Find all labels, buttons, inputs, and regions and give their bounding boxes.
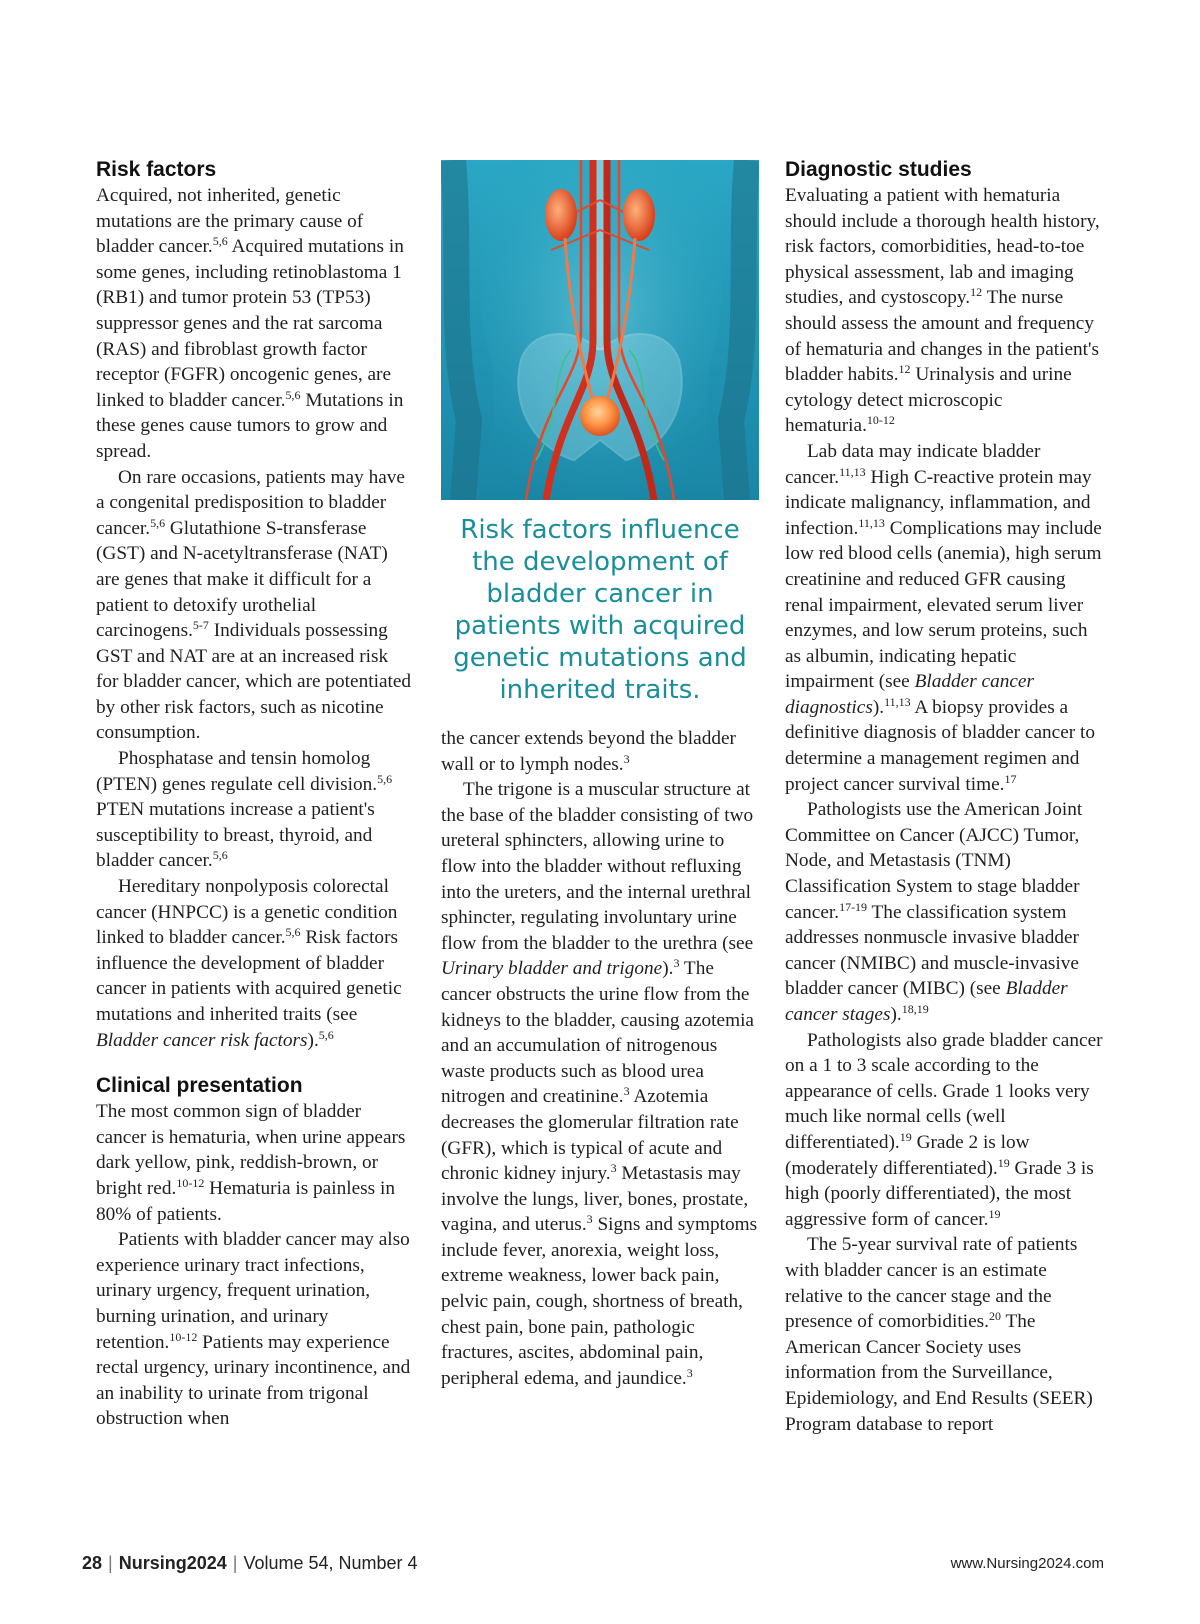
trigone-paragraph: The trigone is a muscular structure at the base of the bladder consisting of two ureteral sphincters, allowing urine to flow into the bladder without refluxing into the ureters, and the internal urethral sphincter, regulating involuntary urine flow from the bladder to the urethra (see Urinary bladder and trigone).$^3$ The cancer obstructs the urine flow from the kidneys to the bladder, causing azotemia and an accumulation of nitrogenous waste products such as blood urea nitrogen and creatinine.$^3$ Azotemia decreases the glomerular filtration rate (GFR), which is typical of acute and chronic kidney injury.$^3$ Metastasis may involve the lungs, liver, bones, prostate, vagina, and uterus.$^3$ Signs and symptoms include fever, anorexia, weight loss, extreme weakness, lower back pain, pelvic pain, cough, shortness of breath, chest pain, bone pain, pathologic fractures, ascites, abdominal pain, peripheral edema, and jaundice.$^3$ [441,779,758,1389]
issue-info: Volume 54, Number 4 [243,1553,418,1573]
page-footer [82,1553,1104,1579]
risk-factors-heading: Risk factors [96,158,217,181]
diagnostic-paragraph-5: The 5-year survival rate of patients with bladder cancer is an estimate relative to the cancer stage and the presence of comorbidities.$^{20}$ The American Cancer Society uses information from the Surveillance, Epidemiology, and End Results (SEER) Program database to report [785,1234,1093,1435]
left-kidney [545,189,577,241]
column-1 [96,157,414,1432]
anatomy-svg [441,160,759,500]
column-2-paragraph-1: the cancer extends beyond the bladder wall or to lymph nodes.$^3$ [441,728,736,775]
right-kidney [623,189,655,241]
trigone-ref: Urinary bladder and trigone [441,958,663,980]
risk-factors-ref: Bladder cancer risk factors [96,1029,308,1051]
page-number: 28 [82,1553,103,1573]
diagnostic-paragraph-1: Evaluating a patient with hematuria should include a thorough health history, risk factors, comorbidities, head-to-toe physical assessment, lab and imaging studies, and cystoscopy.$^{12}$ The nurse should assess the amount and frequency of hematuria and changes in the patient's bladder habits.$^{12}$ Urinalysis and urine cytology detect microscopic hematuria.$^{10-12}$ [785,185,1100,437]
diagnostic-paragraph-4: Pathologists also grade bladder cancer on a 1 to 3 scale according to the appearance of cells. Grade 1 looks very much like normal cells (well differentiated).$^{19}$ Grade 2 is low (moderately differentiated).$^{19}$ Grade 3 is high (poorly differentiated), the most aggressive form of cancer.$^{19}$ [785,1029,1103,1230]
diagnostics-ref: Bladder cancer diagnostics [785,671,1034,718]
diagnostic-studies-heading: Diagnostic studies [785,158,972,181]
bladder [580,396,620,436]
stages-ref: Bladder cancer stages [785,978,1068,1025]
magazine-name: Nursing2024 [118,1553,227,1573]
footer-url: www.Nursing2024.com [950,1555,1104,1572]
risk-factors-paragraph-2: On rare occasions, patients may have a congenital predisposition to bladder cancer.$^{5,6}$ Glutathione S-transferase (GST) and N-acetyltransferase (NAT) are genes that make it difficult for a patient to detoxify urothelial carcinogens.$^{5-7}$ Individuals possessing GST and NAT are at an increased risk for bladder cancer, which are potentiated by other risk factors, such as nicotine consumption. [96,466,412,744]
clinical-paragraph-2: Patients with bladder cancer may also experience urinary tract infections, urinary urgency, frequent urination, burning urination, and urinary retention.$^{10-12}$ Patients may experience rectal urgency, urinary incontinence, and an inability to urinate from trigonal obstruction when [96,1229,411,1430]
pull-quote: Risk factors influence the development of bladder cancer in patients with acquired genetic mutations and inherited traits. [453,515,747,705]
risk-factors-paragraph-3: Phosphatase and tensin homolog (PTEN) genes regulate cell division.$^{5,6}$ PTEN mutations increase a patient's susceptibility to breast, thyroid, and bladder cancer.$^{5,6}$ [96,748,393,872]
column-2 [441,726,759,1391]
risk-factors-paragraph-4: Hereditary nonpolyposis colorectal cancer (HNPCC) is a genetic condition linked to bladder cancer.$^{5,6}$ Risk factors influence the development of bladder cancer in patients with acquired genetic mutations and inherited traits (see Bladder cancer risk factors).$^{5,6}$ [96,876,402,1051]
left-arm-silhouette [453,160,469,500]
column-3 [785,157,1105,1437]
clinical-paragraph-1: The most common sign of bladder cancer is hematuria, when urine appears dark yellow, pink, reddish-brown, or bright red.$^{10-12}$ Hematuria is painless in 80% of patients. [96,1101,406,1225]
urinary-system-illustration [441,160,759,500]
footer-separator: | [108,1553,113,1573]
footer-left [82,1553,418,1574]
diagnostic-paragraph-3: Pathologists use the American Joint Committee on Cancer (AJCC) Tumor, Node, and Metastasis (TNM) Classification System to stage bladder cancer.$^{17-19}$ The classification system addresses nonmuscle invasive bladder cancer (NMIBC) and muscle-invasive bladder cancer (MIBC) (see Bladder cancer stages).$^{18,19}$ [785,799,1083,1025]
risk-factors-paragraph-1: Acquired, not inherited, genetic mutations are the primary cause of bladder cancer.$^{5,6}$ Acquired mutations in some genes, including retinoblastoma 1 (RB1) and tumor protein 53 (TP53) suppressor genes and the rat sarcoma (RAS) and fibroblast growth factor receptor (FGFR) oncogenic genes, are linked to bladder cancer.$^{5,6}$ Mutations in these genes cause tumors to grow and spread. [96,185,404,462]
clinical-presentation-heading: Clinical presentation [96,1074,303,1098]
footer-separator: | [232,1553,238,1573]
diagnostic-paragraph-2: Lab data may indicate bladder cancer.$^{11,13}$ High C-reactive protein may indicate malignancy, inflammation, and infection.$^{11,13}$ Complications may include low red blood cells (anemia), high serum creatinine and reduced GFR causing renal impairment, elevated serum liver enzymes, and low serum proteins, such as albumin, indicating hepatic impairment (see Bladder cancer diagnostics).$^{11,13}$ A biopsy provides a definitive diagnosis of bladder cancer to determine a management regimen and project cancer survival time.$^{17}$ [785,440,1102,795]
right-arm-silhouette [731,160,747,500]
